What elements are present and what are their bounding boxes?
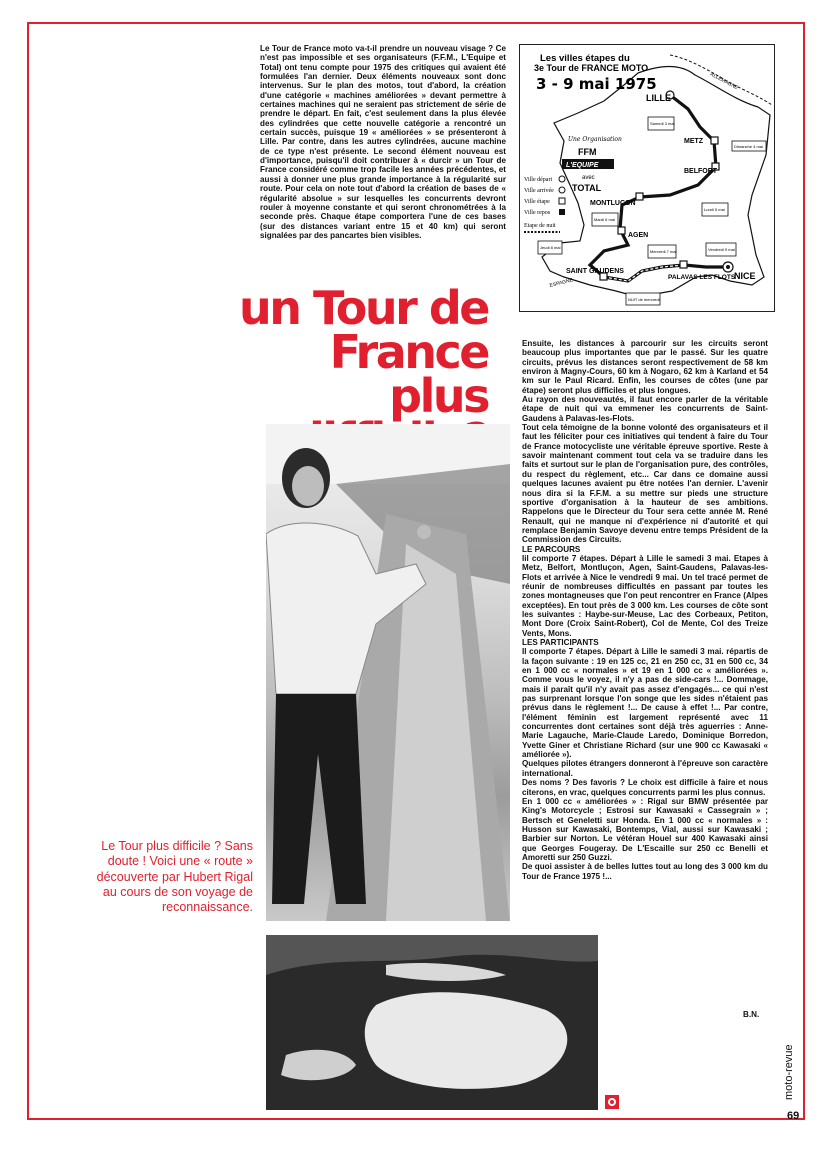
publication-name: moto-revue <box>783 1044 795 1100</box>
rider-photo <box>266 424 510 921</box>
map-title-2: 3e Tour de FRANCE MOTO <box>534 63 649 73</box>
landscape-photo <box>266 935 598 1110</box>
agen-marker <box>618 227 625 234</box>
page-number: 69 <box>787 1110 800 1122</box>
paragraph-conclusion: De quoi assister à de belles luttes tout au long des 3 000 km du Tour de France 1975 !... <box>522 862 768 881</box>
country-allemagne: ALLEMAGNE <box>709 71 739 92</box>
intro-text: Le Tour de France moto va-t-il prendre un nouveau visage ? Ce n'est pas impossible et ses organisateurs (F.F.M., L'Equipe et Total) ont tenu compte pour 1975 des critiques qui avaient été formulées l'an dernier. Deux éléments nouveaux sont donc intervenus. Sur le plan des motos, tout d'abord, la création d'une catégorie « machines améliorées » devant permettre à certaines machines qui ne seraient pas strictement de série de prendre le départ. En fait, c'est seulement dans la plus élevée des cylindrées que cette nouvelle catégorie a rencontré un certain succès, puisque 19 « améliorées » se présenteront à Lille. Par contre, dans les autres cylindrées, aucune machine de ce type n'est présente. Le second élément nouveau est d'importance, puisqu'il doit contribuer à « durcir » un Tour de France considéré comme trop facile les années précédentes, et aussi à donner une plus grande importance à la régularité sur route. Pour cela on note tout d'abord la création de bases de « régularité absolue » sur lesquelles les concurrents devront rouler à moyenne constante et qui seront chronométrées à la seconde près. Chaque étape comportera l'une de ces bases (sur des distances variant entre 15 et 40 km) qui seront signalées par des pancartes bien visibles. <box>260 44 506 240</box>
nice-marker-dot <box>726 265 730 269</box>
metz-marker <box>711 137 718 144</box>
legend-etape: Ville étape <box>524 199 550 205</box>
tag-lundi-text: Lundi 5 mai <box>704 207 725 212</box>
tag-dimanche-text: Dimanche 4 mai <box>734 144 763 149</box>
publication-label <box>781 1042 795 1102</box>
author-signature: B.N. <box>743 1010 760 1019</box>
paragraph-participants: Il comporte 7 étapes. Départ à Lille le samedi 3 mai. répartis de la façon suivante : 19 en 125 cc, 21 en 250 cc, 31 en 500 cc, 34 en 1 000 cc « normales » et 19 en 1 000 cc « améliorées ». Comme vous le voyez, il n'y a pas de side-cars !... Dommage, mais il paraît qu'il n'y avait pas assez d'engagés... ce qui n'est pas surprenant lorsque l'on songe que les sides n'étaient pas prévus dans le règlement !... De cause à effet !... Par contre, l'élément féminin est largement représenté avec 11 concurrentes dont certaines sont déjà très aguerries : Anne-Marie Lagauche, Marie-Claude Laredo, Dominique Borredon, Yvette Giner et Christiane Richard (sur une 900 cc Kawasaki « améliorée »). <box>522 647 768 760</box>
paragraph-nouveautes: Au rayon des nouveautés, il faut encore parler de la véritable étape de nuit qui va emmener les concurrents de Saint-Gaudens à Palavas-les-Flots. <box>522 395 768 423</box>
legend-nuit: Etape de nuit <box>524 223 556 229</box>
tag-mardi-text: Mardi 6 mai <box>594 217 615 222</box>
city-belfort: BELFORT <box>684 168 718 175</box>
city-metz: METZ <box>684 138 704 145</box>
paragraph-etrangers: Quelques pilotes étrangers donneront à l'épreuve son caractère international. <box>522 759 768 778</box>
tag-nuit-text: NUIT de mercredi <box>628 297 660 302</box>
montlucon-marker <box>636 193 643 200</box>
legend-depart-icon <box>559 176 565 182</box>
city-nice: NICE <box>734 271 756 281</box>
org-ffm: FFM <box>578 147 597 157</box>
city-montlucon: MONTLUCON <box>590 200 636 207</box>
photo-caption: Le Tour plus difficile ? Sans doute ! Voici une « route » découverte par Hubert Rigal au cours de son voyage de reconnaissance. <box>96 839 253 915</box>
legend-arrivee: Ville arrivée <box>524 188 554 194</box>
paragraph-organisation: Tout cela témoigne de la bonne volonté des organisateurs et il faut les féliciter pour ces initiatives qui tendent à faire du Tour de France motocycliste une véritable épreuve sportive. Reste à savoir maintenant comment tout cela va se traduire dans les faits et surtout sur le plan de l'organisation pure, des contrôles, du respect du règlement, etc... Car dans ce domaine aussi quelques lacunes avaient pu être notées l'an dernier. L'avenir nous dira si la F.F.M. a su mettre sur pieds une structure sportive d'organisation à la hauteur de ses ambitions. Rappelons que le Directeur du Tour sera cette année M. René Renault, qui ne manque ni d'expérience ni d'autorité et qui remplace Benjamin Savoye devenu entre temps Président de la Commission des Circuits. <box>522 423 768 545</box>
route-map <box>519 44 775 312</box>
paragraph-favoris: Des noms ? Des favoris ? Le choix est difficile à faire et nous citerons, en vrac, quelques concurrents parmi les plus connus. <box>522 778 768 797</box>
country-espagne: ESPAGNE <box>549 277 574 289</box>
magazine-logo-icon <box>605 1095 619 1109</box>
body-column <box>522 339 768 881</box>
heading-parcours: LE PARCOURS <box>522 544 581 554</box>
landscape-photo-graphic <box>266 935 598 1110</box>
paragraph-distances: Ensuite, les distances à parcourir sur les circuits seront beaucoup plus importantes que par le passé. Sur les quatre circuits, prévus les distances seront respectivement de 58 km environ à Magny-Cours, 60 km à Nogaro, 62 km à Karland et 54 km sur le Paul Ricard. Enfin, les courses de côtes (une par étape) seront plus difficiles et plus longues. <box>522 339 768 395</box>
map-dates: 3 - 9 mai 1975 <box>536 75 657 93</box>
city-lille: LILLE <box>646 93 671 103</box>
tag-jeudi-text: Jeudi 8 mai <box>540 245 561 250</box>
paragraph-concurrents: En 1 000 cc « améliorées » : Rigal sur BMW présentée par King's Motorcycle ; Estrosi sur Kawasaki « Cassegrain » ; Bertsch et Geneletti sur Honda. En 1 000 cc « normales » : Husson sur Kawasaki, Bontemps, Vial, aussi sur Kawasaki ; Barbier sur Norton. Le vétéran Houel sur 400 Kawasaki ainsi que Georges Fougeray. De L'Escaille sur 250 cc Benelli et Amoretti sur 250 Guzzi. <box>522 796 768 862</box>
tag-samedi-text: Samedi 3 mai <box>650 121 675 126</box>
title-line-2: plus <box>389 369 488 423</box>
paragraph-parcours: Iil comporte 7 étapes. Départ à Lille le samedi 3 mai. Etapes à Metz, Belfort, Montluçon, Agen, Saint-Gaudens, Palavas-les-Flots et arrivée à Nice le vendredi 9 mai. Un tel tracé permet de réunir de nombreuses difficultés en passant par toutes les zones montagneuses que l'on peut rencontrer en France (Alpes exceptées). En tout près de 3 000 km. Les courses de côte sont les suivantes : Haybe-sur-Meuse, Lac des Corbeaux, Petiton, Mont Dore (Croix Saint-Robert), Col de Mente, Col des Treize Vents, Mons. <box>522 553 768 638</box>
org-lequipe: L'EQUIPE <box>566 162 599 169</box>
map-title-1: Les villes étapes du <box>540 53 630 64</box>
legend-repos: Ville repos <box>524 210 551 216</box>
map-graphic <box>520 45 775 312</box>
heading-participants: LES PARTICIPANTS <box>522 638 599 647</box>
legend-repos-icon <box>559 209 565 215</box>
legend-arrivee-icon <box>559 187 565 193</box>
intro-paragraph <box>260 44 506 240</box>
city-saint-gaudens: SAINT GAUDENS <box>566 268 624 275</box>
palavas-marker <box>680 261 687 268</box>
rider-photo-graphic <box>266 424 510 921</box>
org-line-1: Une Organisation <box>568 136 622 143</box>
city-palavas: PALAVAS LES FLOTS <box>668 274 736 281</box>
legend-etape-icon <box>559 198 565 204</box>
title-line-1: un Tour de France <box>239 281 488 379</box>
tag-vendredi-text: Vendredi 9 mai <box>708 247 735 252</box>
tag-mercredi-text: Mercredi 7 mai <box>650 249 677 254</box>
legend-depart: Ville départ <box>524 177 553 183</box>
org-avec: avec <box>582 175 595 181</box>
city-agen: AGEN <box>628 232 649 239</box>
org-total: TOTAL <box>572 183 602 193</box>
